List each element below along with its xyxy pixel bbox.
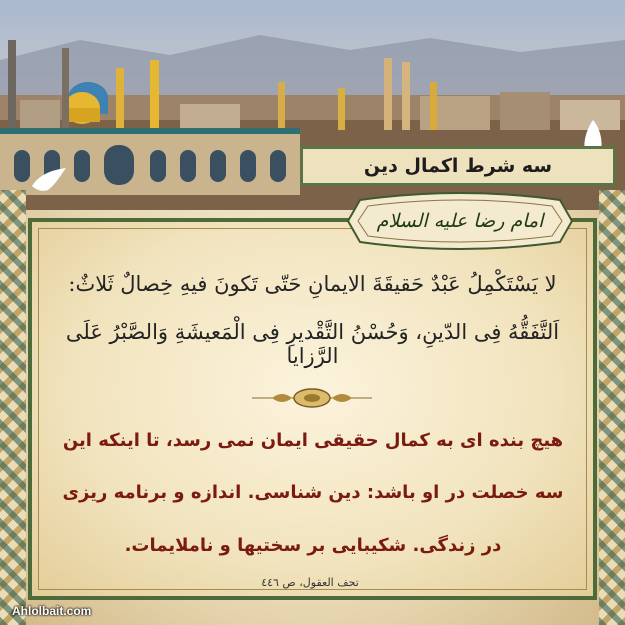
left-tile-border	[0, 190, 26, 625]
arabic-line-2: اَلتَّفَقُّهُ فِى الدّينِ، وَحُسْنُ التَّقْديرِ فِى الْمَعيشَةِ وَالصَّبْرُ عَلَى الرَّزايا	[65, 320, 560, 368]
arabic-line-1: لا يَسْتَكْمِلُ عَبْدٌ حَقيقَةَ الايمانِ حَتّى تَكونَ فيهِ خِصالٌ ثَلاثٌ:	[68, 272, 557, 296]
translation-line-2: سه خصلت در او باشد: دین شناسی. اندازه و برنامه ریزی	[62, 482, 564, 503]
ornament-divider-icon	[252, 386, 372, 410]
source-citation: تحف العقول، ص ٤٤٦	[261, 576, 359, 589]
page-title: سه شرط اکمال دین	[363, 155, 553, 177]
dove-icon	[30, 166, 70, 192]
translation-line-3: در زندگی. شکیبایی بر سختیها و ناملایمات.	[124, 535, 502, 556]
right-tile-border	[599, 190, 625, 625]
site-watermark: Ahlolbait.com	[12, 604, 92, 618]
title-box	[300, 146, 616, 186]
attribution-text: امام رضا علیه السلام	[376, 210, 544, 232]
translation-line-1: هیچ بنده ای به کمال حقیقی ایمان نمی رسد، تا اینکه این	[62, 430, 564, 451]
attribution-cartouche	[340, 192, 580, 250]
